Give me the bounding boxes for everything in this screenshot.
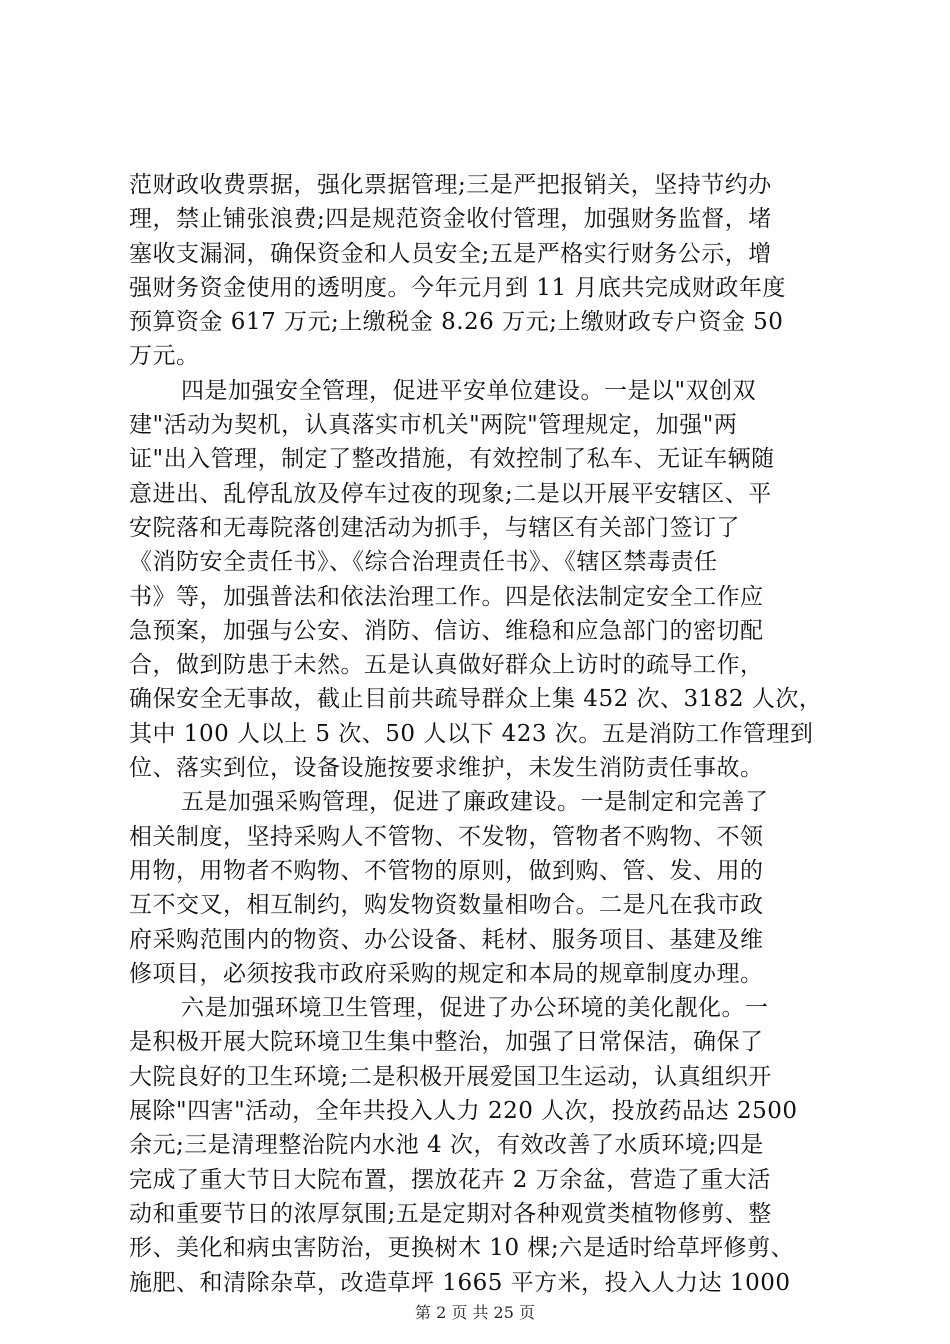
text-line: 互不交叉，相互制约，购发物资数量相吻合。二是凡在我市政 (129, 892, 764, 919)
text-line: 证"出入管理，制定了整改措施，有效控制了私车、无证车辆随 (129, 446, 775, 473)
text-line: 预算资金 617 万元;上缴税金 8.26 万元;上缴财政专户资金 50 (129, 309, 784, 336)
text-line: 施肥、和清除杂草，改造草坪 1665 平方米，投入人力达 1000 (129, 1269, 791, 1296)
text-line: 动和重要节日的浓厚氛围;五是定期对各种观赏类植物修剪、整 (129, 1200, 772, 1227)
text-line: 府采购范围内的物资、办公设备、耗材、服务项目、基建及维 (129, 926, 764, 953)
text-line: 完成了重大节日大院布置，摆放花卉 2 万余盆，营造了重大活 (129, 1166, 771, 1193)
text-line: 书》等，加强普法和依法治理工作。四是依法制定安全工作应 (129, 583, 764, 610)
text-line: 是积极开展大院环境卫生集中整治，加强了日常保洁，确保了 (129, 1029, 764, 1056)
text-line: 相关制度，坚持采购人不管物、不发物，管物者不购物、不领 (129, 823, 764, 850)
body-text (129, 168, 834, 1300)
text-line: 建"活动为契机，认真落实市机关"两院"管理规定，加强"两 (129, 412, 738, 439)
paragraph-start-line: 五是加强采购管理，促进了廉政建设。一是制定和完善了 (181, 789, 769, 816)
paragraph-start-line: 六是加强环境卫生管理，促进了办公环境的美化靓化。一 (181, 995, 769, 1022)
text-line: 合，做到防患于未然。五是认真做好群众上访时的疏导工作， (129, 652, 764, 679)
text-line: 塞收支漏洞，确保资金和人员安全;五是严格实行财务公示，增 (129, 240, 772, 267)
text-line: 《消防安全责任书》、《综合治理责任书》、《辖区禁毒责任 (129, 549, 718, 576)
text-line: 大院良好的卫生环境;二是积极开展爱国卫生运动，认真组织开 (129, 1063, 772, 1090)
text-line: 展除"四害"活动，全年共投入人力 220 人次，投放药品达 2500 (129, 1098, 798, 1125)
text-line: 余元;三是清理整治院内水池 4 次，有效改善了水质环境;四是 (129, 1132, 764, 1159)
text-line: 意进出、乱停乱放及停车过夜的现象;二是以开展平安辖区、平 (129, 480, 772, 507)
text-line: 强财务资金使用的透明度。今年元月到 11 月底共完成财政年度 (129, 274, 786, 301)
text-line: 确保安全无事故，截止目前共疏导群众上集 452 次、3182 人次， (129, 686, 823, 713)
text-line: 形、美化和病虫害防治，更换树木 10 棵;六是适时给草坪修剪、 (129, 1235, 795, 1262)
text-line: 万元。 (129, 343, 200, 370)
text-line: 修项目，必须按我市政府采购的规定和本局的规章制度办理。 (129, 960, 764, 987)
page-number-footer: 第 2 页 共 25 页 (415, 1303, 535, 1322)
text-line: 理，禁止铺张浪费;四是规范资金收付管理，加强财务监督，堵 (129, 206, 772, 233)
text-line: 用物，用物者不购物、不管物的原则，做到购、管、发、用的 (129, 857, 764, 884)
text-line: 安院落和无毒院落创建活动为抓手，与辖区有关部门签订了 (129, 514, 740, 541)
text-line: 范财政收费票据，强化票据管理;三是严把报销关，坚持节约办 (129, 172, 772, 198)
text-line: 其中 100 人以上 5 次、50 人以下 423 次。五是消防工作管理到 (129, 720, 814, 747)
text-line: 急预案，加强与公安、消防、信访、维稳和应急部门的密切配 (129, 617, 764, 644)
paragraph-start-line: 四是加强安全管理，促进平安单位建设。一是以"双创双 (181, 377, 757, 404)
text-line: 位、落实到位，设备设施按要求维护，未发生消防责任事故。 (129, 755, 764, 782)
